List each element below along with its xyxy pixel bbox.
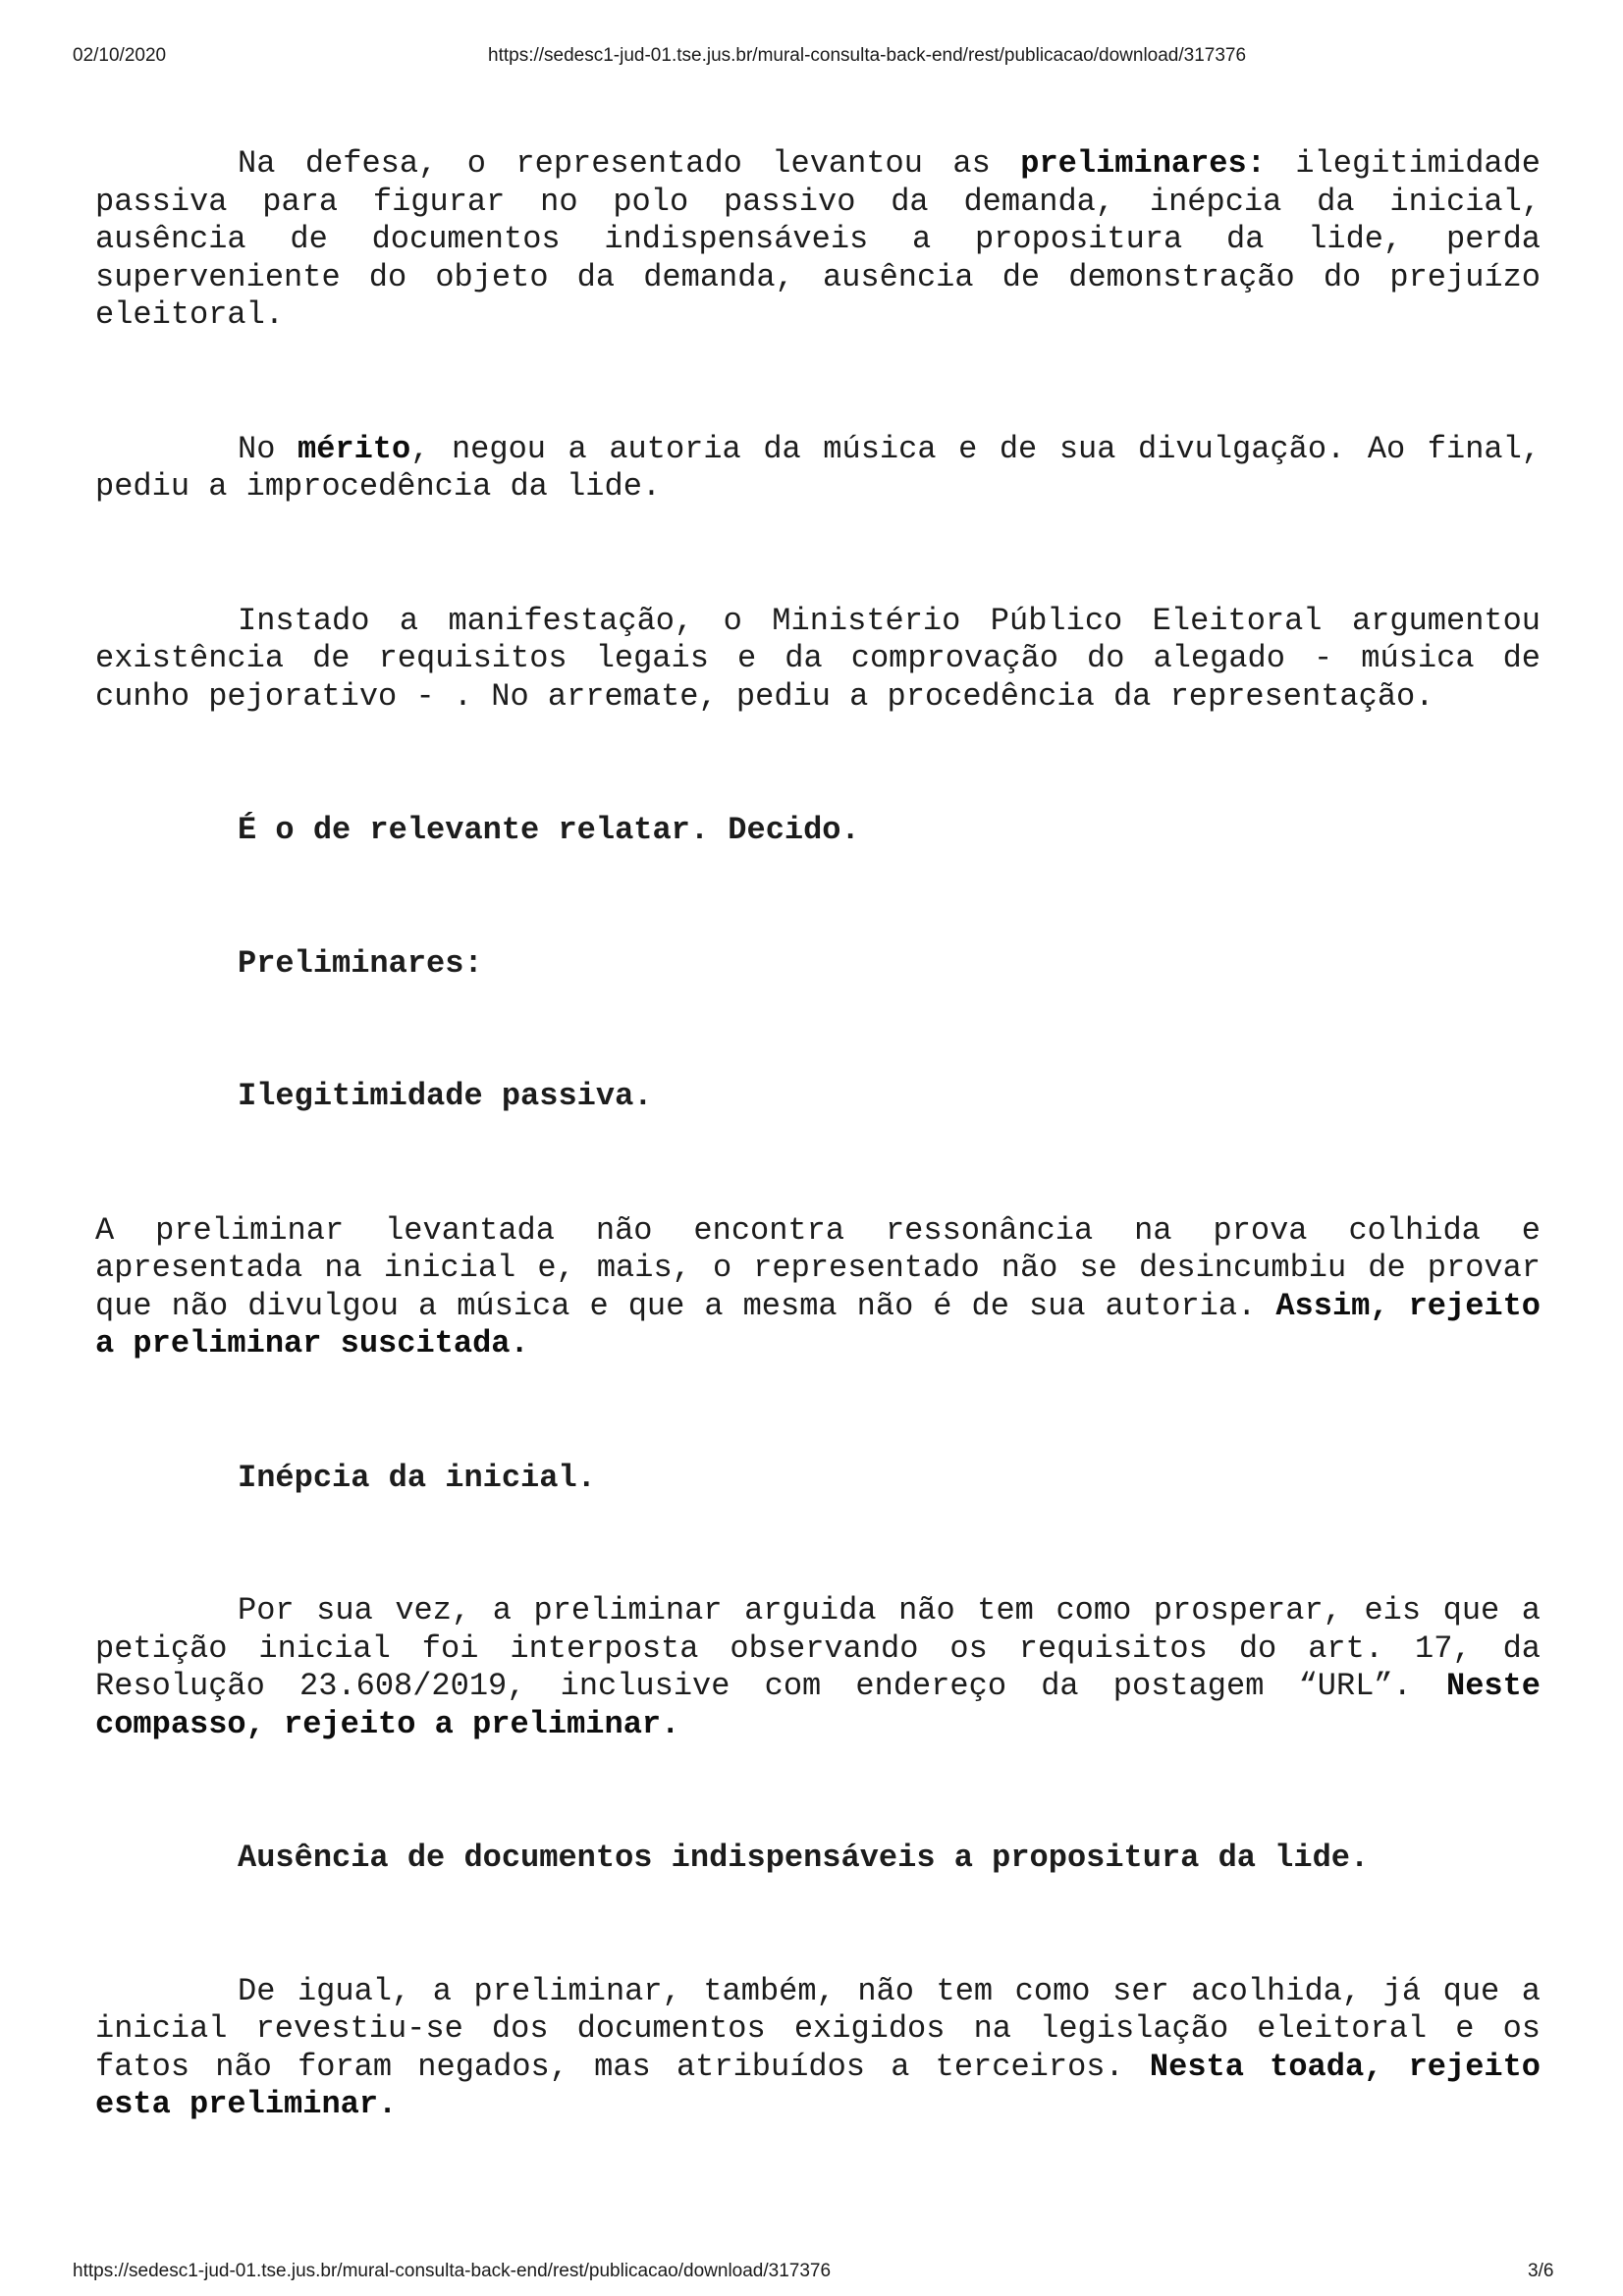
bold-decision: Neste compasso, rejeito a preliminar. (95, 1668, 1541, 1742)
bold-term-merito: mérito (297, 430, 411, 467)
paragraph-text: No (238, 430, 298, 467)
print-footer-url: https://sedesc1-jud-01.tse.jus.br/mural-consulta-back-end/rest/publicacao/download/317376 (73, 2261, 832, 2281)
bold-decision: Nesta toada, rejeito esta preliminar. (95, 2048, 1542, 2122)
paragraph-text: Na defesa, o representado levantou as (238, 145, 1021, 182)
document-body (95, 145, 1541, 2124)
print-date: 02/10/2020 (73, 45, 167, 66)
paragraph-text: A preliminar levantada não encontra ressonância na prova colhida e apresentada na inicial e, mais, o representado não se desincumbiu de provar que não divulgou a música e que a mesma não é de sua autoria. (95, 1211, 1541, 1324)
paragraph-text: , negou a autoria da música e de sua divulgação. Ao final, pediu a improcedência da lide. (95, 430, 1542, 505)
heading-preliminares: Preliminares: (238, 944, 483, 982)
paragraph-ministerio-publico: Instado a manifestação, o Ministério Público Eleitoral argumentou existência de requisitos legais e da comprovação do alegado - música de cunho pejorativo - . No arremate, pediu a procedência da representação. (95, 602, 1541, 715)
paragraph-ilegitimidade (95, 1212, 1541, 1363)
paragraph-ausencia-documentos (95, 1973, 1541, 2124)
heading-ilegitimidade-passiva: Ilegitimidade passiva. (238, 1078, 653, 1114)
heading-relatar-decido: É o de relevante relatar. Decido. (238, 812, 860, 848)
heading-inepcia: Inépcia da inicial. (238, 1459, 596, 1496)
heading-ausencia-documentos: Ausência de documentos indispensáveis a propositura da lide. (238, 1840, 1370, 1876)
paragraph-text: ilegitimidade passiva para figurar no polo passivo da demanda, inépcia da inicial, ausência de documentos indispensáveis a propositura da lide, perda superveniente do objeto da demanda, ausência de demonstração do prejuízo eleitoral. (95, 145, 1542, 333)
bold-decision: Assim, rejeito a preliminar suscitada. (95, 1287, 1542, 1362)
paragraph-text: Por sua vez, a preliminar arguida não tem como prosperar, eis que a petição inicial foi interposta observando os requisitos do art. 17, da Resolução 23.608/2019, inclusive com endereço da postagem “URL”. (95, 1592, 1541, 1704)
page-number: 3/6 (1528, 2261, 1554, 2281)
paragraph-defesa (95, 145, 1541, 335)
bold-term-preliminares: preliminares: (1020, 145, 1266, 182)
paragraph-merito (95, 431, 1541, 507)
print-header-url: https://sedesc1-jud-01.tse.jus.br/mural-consulta-back-end/rest/publicacao/download/317376 (488, 45, 1247, 66)
paragraph-text: De igual, a preliminar, também, não tem como ser acolhida, já que a inicial revestiu-se dos documentos exigidos na legislação eleitoral e os fatos não foram negados, mas atribuídos a terceiros. (95, 1972, 1541, 2085)
paragraph-inepcia (95, 1592, 1541, 1743)
